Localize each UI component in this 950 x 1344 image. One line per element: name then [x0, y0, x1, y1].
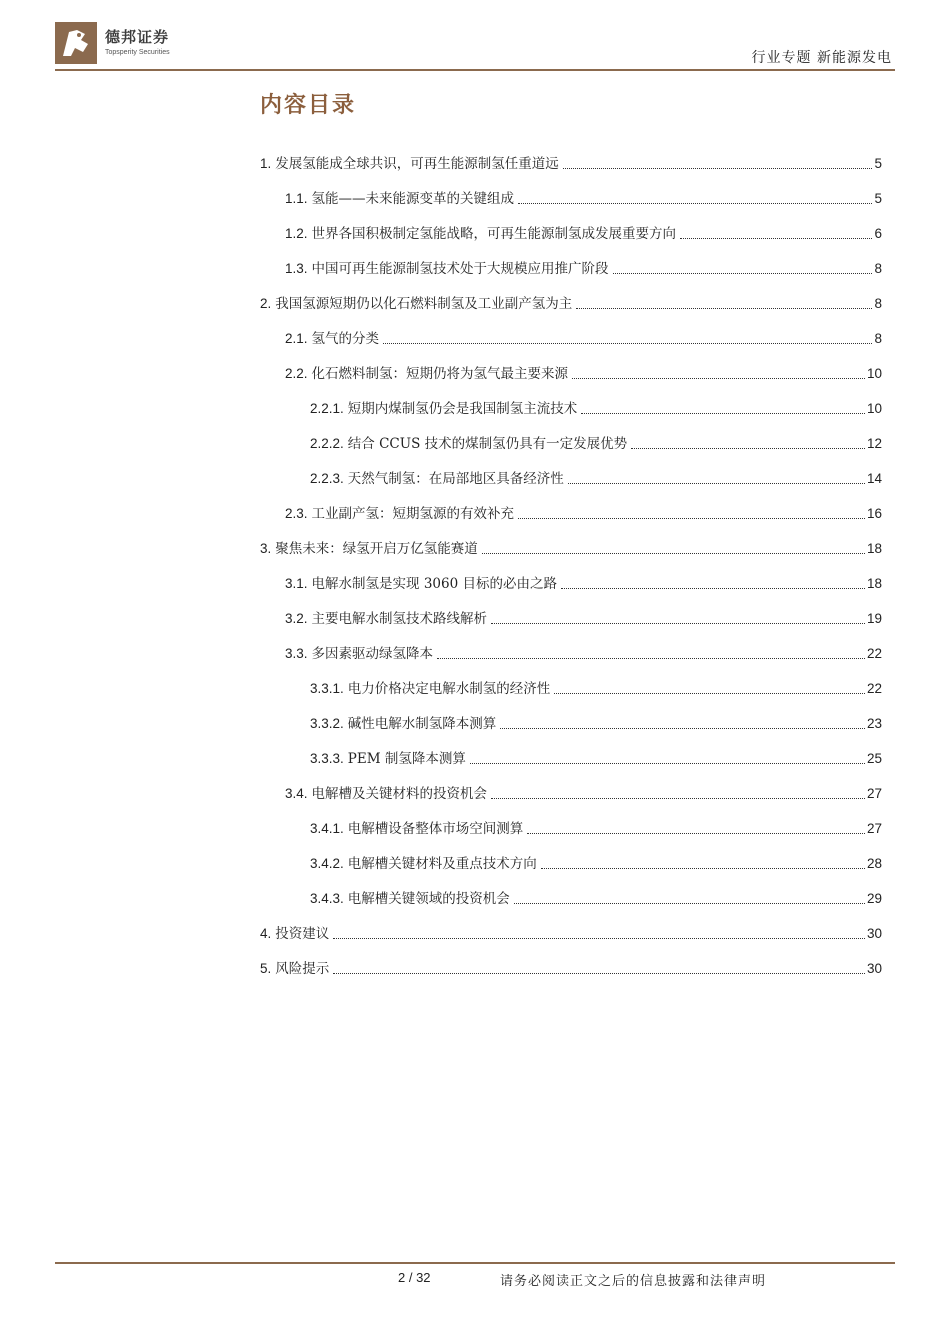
toc-entry[interactable] — [260, 698, 882, 733]
toc-entry-page: 16 — [866, 506, 882, 521]
toc-entry-text: 结合 CCUS 技术的煤制氢仍具有一定发展优势 — [347, 436, 628, 452]
toc-leader-dots — [572, 377, 865, 379]
toc-leader-dots — [561, 587, 865, 589]
toc-entry-number: 2.2.3. — [310, 471, 344, 486]
report-category: 行业专题 新能源发电 — [751, 50, 892, 66]
toc-entry[interactable] — [260, 558, 882, 593]
toc-entry-page: 8 — [874, 261, 882, 276]
toc-entry[interactable] — [260, 453, 882, 488]
toc-entry-number: 1.1. — [285, 191, 308, 206]
toc-leader-dots — [581, 412, 865, 414]
toc-entry-text: 电解槽关键领域的投资机会 — [347, 891, 510, 907]
toc-entry[interactable] — [260, 418, 882, 453]
toc-leader-dots — [576, 307, 872, 309]
toc-leader-dots — [527, 832, 865, 834]
company-logo-text — [105, 26, 170, 56]
toc-entry[interactable] — [260, 138, 882, 173]
toc-leader-dots — [554, 692, 865, 694]
toc-leader-dots — [563, 167, 873, 169]
toc-entry-text: 多因素驱动绿氢降本 — [311, 646, 434, 662]
toc-entry-text: 氢气的分类 — [311, 331, 380, 347]
toc-entry-page: 5 — [874, 156, 882, 171]
toc-entry[interactable] — [260, 803, 882, 838]
toc-entry-text: 风险提示 — [275, 961, 330, 977]
toc-entry-page: 8 — [874, 331, 882, 346]
toc-entry-number: 4. — [260, 926, 272, 941]
toc-entry-number: 1. — [260, 156, 272, 171]
toc-leader-dots — [680, 237, 872, 239]
toc-entry[interactable] — [260, 628, 882, 663]
toc-entry-number: 1.2. — [285, 226, 308, 241]
toc-entry-number: 2. — [260, 296, 272, 311]
toc-leader-dots — [470, 762, 865, 764]
toc-entry[interactable] — [260, 663, 882, 698]
toc-entry-text: 主要电解水制氢技术路线解析 — [311, 611, 488, 627]
toc-entry-number: 2.2.1. — [310, 401, 344, 416]
toc-leader-dots — [500, 727, 865, 729]
toc-entry-number: 2.2. — [285, 366, 308, 381]
header-divider — [55, 69, 895, 71]
toc-leader-dots — [333, 937, 865, 939]
toc-entry[interactable] — [260, 383, 882, 418]
table-of-contents — [260, 138, 882, 978]
toc-entry-text: 电力价格决定电解水制氢的经济性 — [347, 681, 551, 697]
toc-entry-number: 3.3.2. — [310, 716, 344, 731]
toc-title: 内容目录 — [260, 92, 357, 118]
toc-entry[interactable] — [260, 243, 882, 278]
toc-entry-page: 6 — [874, 226, 882, 241]
toc-entry-page: 22 — [866, 681, 882, 696]
toc-entry-text: 氢能——未来能源变革的关键组成 — [311, 191, 515, 207]
toc-entry-text: 碱性电解水制氢降本测算 — [347, 716, 497, 732]
toc-entry-page: 18 — [866, 541, 882, 556]
toc-leader-dots — [491, 622, 865, 624]
toc-entry-text: 电解水制氢是实现 3060 目标的必由之路 — [311, 576, 557, 592]
toc-entry[interactable] — [260, 593, 882, 628]
toc-entry-page: 10 — [866, 366, 882, 381]
toc-entry-number: 3. — [260, 541, 272, 556]
toc-entry-page: 28 — [866, 856, 882, 871]
toc-entry-text: 中国可再生能源制氢技术处于大规模应用推广阶段 — [311, 261, 609, 277]
toc-entry-number: 3.2. — [285, 611, 308, 626]
toc-leader-dots — [613, 272, 873, 274]
toc-entry-page: 19 — [866, 611, 882, 626]
toc-leader-dots — [383, 342, 872, 344]
toc-entry-page: 14 — [866, 471, 882, 486]
toc-leader-dots — [437, 657, 865, 659]
toc-entry[interactable] — [260, 908, 882, 943]
legal-notice: 请务必阅读正文之后的信息披露和法律声明 — [500, 1274, 767, 1289]
toc-entry-text: 电解槽设备整体市场空间测算 — [347, 821, 524, 837]
toc-entry-number: 2.3. — [285, 506, 308, 521]
toc-entry-text: 投资建议 — [275, 926, 330, 942]
toc-entry-text: 电解槽及关键材料的投资机会 — [311, 786, 488, 802]
toc-entry-page: 22 — [866, 646, 882, 661]
toc-entry-page: 23 — [866, 716, 882, 731]
toc-entry-number: 3.3. — [285, 646, 308, 661]
toc-entry-text: 聚焦未来：绿氢开启万亿氢能赛道 — [275, 541, 478, 557]
toc-entry-page: 12 — [866, 436, 882, 451]
toc-entry-page: 29 — [866, 891, 882, 906]
toc-leader-dots — [482, 552, 865, 554]
toc-leader-dots — [568, 482, 865, 484]
logo-en: Topsperity Securities — [105, 49, 170, 56]
toc-leader-dots — [333, 972, 865, 974]
toc-entry-page: 30 — [866, 926, 882, 941]
toc-entry[interactable] — [260, 348, 882, 383]
toc-entry-number: 2.2.2. — [310, 436, 344, 451]
toc-entry-text: 天然气制氢：在局部地区具备经济性 — [347, 471, 564, 487]
toc-entry[interactable] — [260, 488, 882, 523]
toc-entry[interactable] — [260, 208, 882, 243]
toc-entry-text: 发展氢能成全球共识，可再生能源制氢任重道远 — [275, 156, 559, 172]
toc-leader-dots — [491, 797, 865, 799]
toc-entry-text: 工业副产氢：短期氢源的有效补充 — [311, 506, 515, 522]
toc-entry-number: 1.3. — [285, 261, 308, 276]
toc-entry[interactable] — [260, 523, 882, 558]
toc-entry-page: 18 — [866, 576, 882, 591]
toc-entry-page: 25 — [866, 751, 882, 766]
toc-entry-text: PEM 制氢降本测算 — [347, 751, 466, 767]
toc-entry-number: 3.3.3. — [310, 751, 344, 766]
toc-entry-number: 3.4.1. — [310, 821, 344, 836]
page-number: 2 / 32 — [398, 1270, 431, 1285]
toc-entry-number: 3.1. — [285, 576, 308, 591]
toc-entry-page: 27 — [866, 786, 882, 801]
toc-leader-dots — [518, 517, 865, 519]
toc-entry[interactable] — [260, 873, 882, 908]
toc-entry[interactable] — [260, 943, 882, 978]
toc-entry[interactable] — [260, 173, 882, 208]
toc-entry[interactable] — [260, 768, 882, 803]
toc-entry-page: 10 — [866, 401, 882, 416]
toc-entry-text: 电解槽关键材料及重点技术方向 — [347, 856, 537, 872]
toc-entry[interactable] — [260, 838, 882, 873]
toc-entry-page: 8 — [874, 296, 882, 311]
toc-entry[interactable] — [260, 278, 882, 313]
toc-leader-dots — [631, 447, 865, 449]
logo-cn: 德邦证券 — [105, 28, 170, 46]
toc-entry-page: 5 — [874, 191, 882, 206]
toc-leader-dots — [518, 202, 872, 204]
toc-entry-page: 27 — [866, 821, 882, 836]
toc-entry-number: 3.4.3. — [310, 891, 344, 906]
toc-leader-dots — [541, 867, 865, 869]
toc-entry-text: 我国氢源短期仍以化石燃料制氢及工业副产氢为主 — [275, 296, 573, 312]
toc-entry-number: 3.4. — [285, 786, 308, 801]
toc-entry-number: 5. — [260, 961, 272, 976]
company-logo-icon — [55, 22, 97, 64]
toc-entry-text: 世界各国积极制定氢能战略，可再生能源制氢成发展重要方向 — [311, 226, 677, 242]
toc-leader-dots — [514, 902, 865, 904]
footer-divider — [55, 1262, 895, 1264]
toc-entry-number: 3.3.1. — [310, 681, 344, 696]
toc-entry-number: 2.1. — [285, 331, 308, 346]
toc-entry-number: 3.4.2. — [310, 856, 344, 871]
toc-entry-page: 30 — [866, 961, 882, 976]
toc-entry-text: 化石燃料制氢：短期仍将为氢气最主要来源 — [311, 366, 569, 382]
toc-entry-text: 短期内煤制氢仍会是我国制氢主流技术 — [347, 401, 578, 417]
toc-entry[interactable] — [260, 733, 882, 768]
toc-entry[interactable] — [260, 313, 882, 348]
